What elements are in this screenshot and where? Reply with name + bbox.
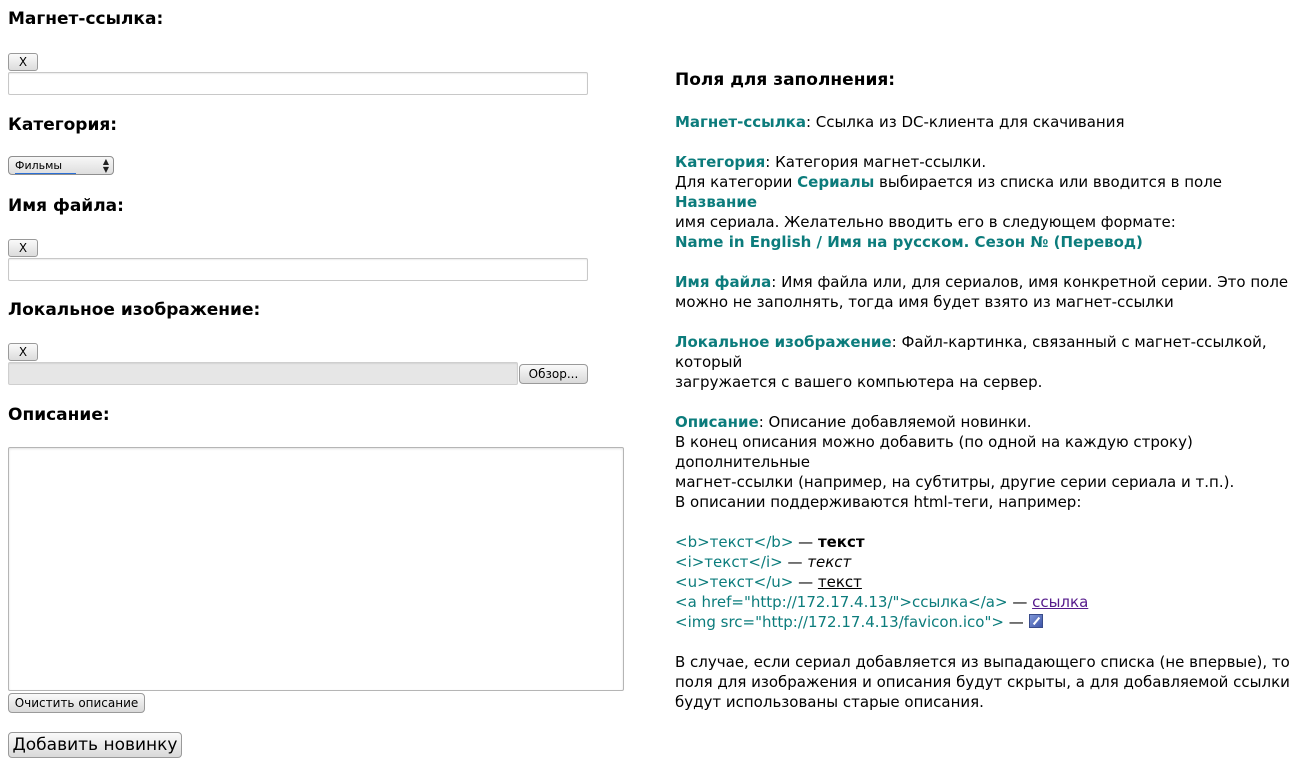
help-panel bbox=[675, 70, 1290, 712]
description-textarea[interactable] bbox=[8, 447, 624, 691]
clear-magnet-button[interactable]: X bbox=[8, 53, 38, 71]
help-image-term: Локальное изображение bbox=[675, 333, 892, 351]
help-description-term: Описание bbox=[675, 413, 759, 431]
example-underline-result: текст bbox=[817, 573, 862, 591]
magnet-input[interactable] bbox=[8, 72, 588, 95]
help-description-text3: магнет-ссылки (например, на субтитры, другие серии сериала и т.п.). bbox=[675, 473, 1235, 491]
select-arrows-icon: ▲ ▼ bbox=[102, 157, 109, 174]
help-text: Для категории bbox=[675, 173, 798, 191]
image-file-field[interactable] bbox=[8, 362, 518, 385]
clear-description-button[interactable]: Очистить описание bbox=[8, 693, 145, 713]
help-image-text2: загружается с вашего компьютера на сервер. bbox=[675, 373, 1043, 391]
help-description bbox=[675, 412, 1290, 432]
help-magnet bbox=[675, 112, 1290, 132]
category-label: Категория: bbox=[8, 115, 118, 135]
example-bold bbox=[675, 532, 1290, 552]
help-description-text4: В описании поддерживаются html-теги, например: bbox=[675, 493, 1082, 511]
dash: — bbox=[1003, 613, 1029, 631]
example-image-code: <img src="http://172.17.4.13/favicon.ico"> bbox=[675, 613, 1004, 631]
help-name-term: Название bbox=[675, 193, 758, 211]
magnet-label: Магнет-ссылка: bbox=[8, 9, 164, 29]
dash: — bbox=[793, 573, 818, 591]
example-italic-code: <i>текст</i> bbox=[675, 553, 783, 571]
help-note-3: будут использованы старые описания. bbox=[675, 693, 984, 711]
example-italic-result: текст bbox=[807, 553, 852, 571]
help-magnet-text: : Ссылка из DC-клиента для скачивания bbox=[805, 113, 1125, 131]
help-category-format: Name in English / Имя на русском. Сезон № (Перевод) bbox=[675, 233, 1143, 251]
example-underline bbox=[675, 572, 1290, 592]
help-filename-text2: можно не заполнять, тогда имя будет взято из магнет-ссылки bbox=[675, 293, 1174, 311]
example-link-code: <a href="http://172.17.4.13/">ссылка</a> bbox=[675, 593, 1008, 611]
help-filename-term: Имя файла bbox=[675, 273, 772, 291]
example-italic bbox=[675, 552, 1290, 572]
example-bold-result: текст bbox=[817, 533, 865, 551]
favicon-icon bbox=[1029, 614, 1043, 628]
help-description-text2: В конец описания можно добавить (по одной на каждую строку) дополнительные bbox=[675, 433, 1193, 471]
category-select-value: Фильмы bbox=[15, 159, 63, 172]
example-link-result[interactable]: ссылка bbox=[1032, 593, 1089, 611]
help-magnet-term: Магнет-ссылка bbox=[675, 113, 806, 131]
help-description-text: : Описание добавляемой новинки. bbox=[758, 413, 1032, 431]
dash: — bbox=[782, 553, 808, 571]
help-category-line2 bbox=[675, 172, 1290, 212]
category-select[interactable] bbox=[8, 156, 114, 175]
help-series-term: Сериалы bbox=[797, 173, 875, 191]
help-text: выбирается из списка или вводится в поле bbox=[874, 173, 1223, 191]
example-link bbox=[675, 592, 1290, 612]
help-category-term: Категория bbox=[675, 153, 766, 171]
submit-button[interactable]: Добавить новинку bbox=[8, 732, 182, 758]
help-category-line3: имя сериала. Желательно вводить его в следующем формате: bbox=[675, 213, 1176, 231]
help-category-text: : Категория магнет-ссылки. bbox=[765, 153, 987, 171]
help-title: Поля для заполнения: bbox=[675, 70, 896, 90]
help-category bbox=[675, 152, 1290, 172]
description-label: Описание: bbox=[8, 405, 110, 425]
help-note-2: поля для изображения и описания будут скрыты, а для добавляемой ссылки bbox=[675, 673, 1290, 691]
clear-filename-button[interactable]: X bbox=[8, 239, 38, 257]
example-underline-code: <u>текст</u> bbox=[675, 573, 794, 591]
help-image bbox=[675, 332, 1290, 372]
browse-button[interactable]: Обзор... bbox=[519, 364, 588, 384]
filename-label: Имя файла: bbox=[8, 196, 124, 216]
example-image bbox=[675, 612, 1290, 632]
help-filename-text: : Имя файла или, для сериалов, имя конкретной серии. Это поле bbox=[771, 273, 1289, 291]
dash: — bbox=[1007, 593, 1033, 611]
filename-input[interactable] bbox=[8, 258, 588, 281]
clear-image-button[interactable]: X bbox=[8, 343, 38, 361]
example-bold-code: <b>текст</b> bbox=[675, 533, 794, 551]
help-note-1: В случае, если сериал добавляется из выпадающего списка (не впервые), то bbox=[675, 653, 1290, 671]
dash: — bbox=[793, 533, 818, 551]
help-filename bbox=[675, 272, 1290, 292]
local-image-label: Локальное изображение: bbox=[8, 300, 261, 320]
help-image-text: : Файл-картинка, связанный с магнет-ссылкой, который bbox=[675, 333, 1267, 371]
